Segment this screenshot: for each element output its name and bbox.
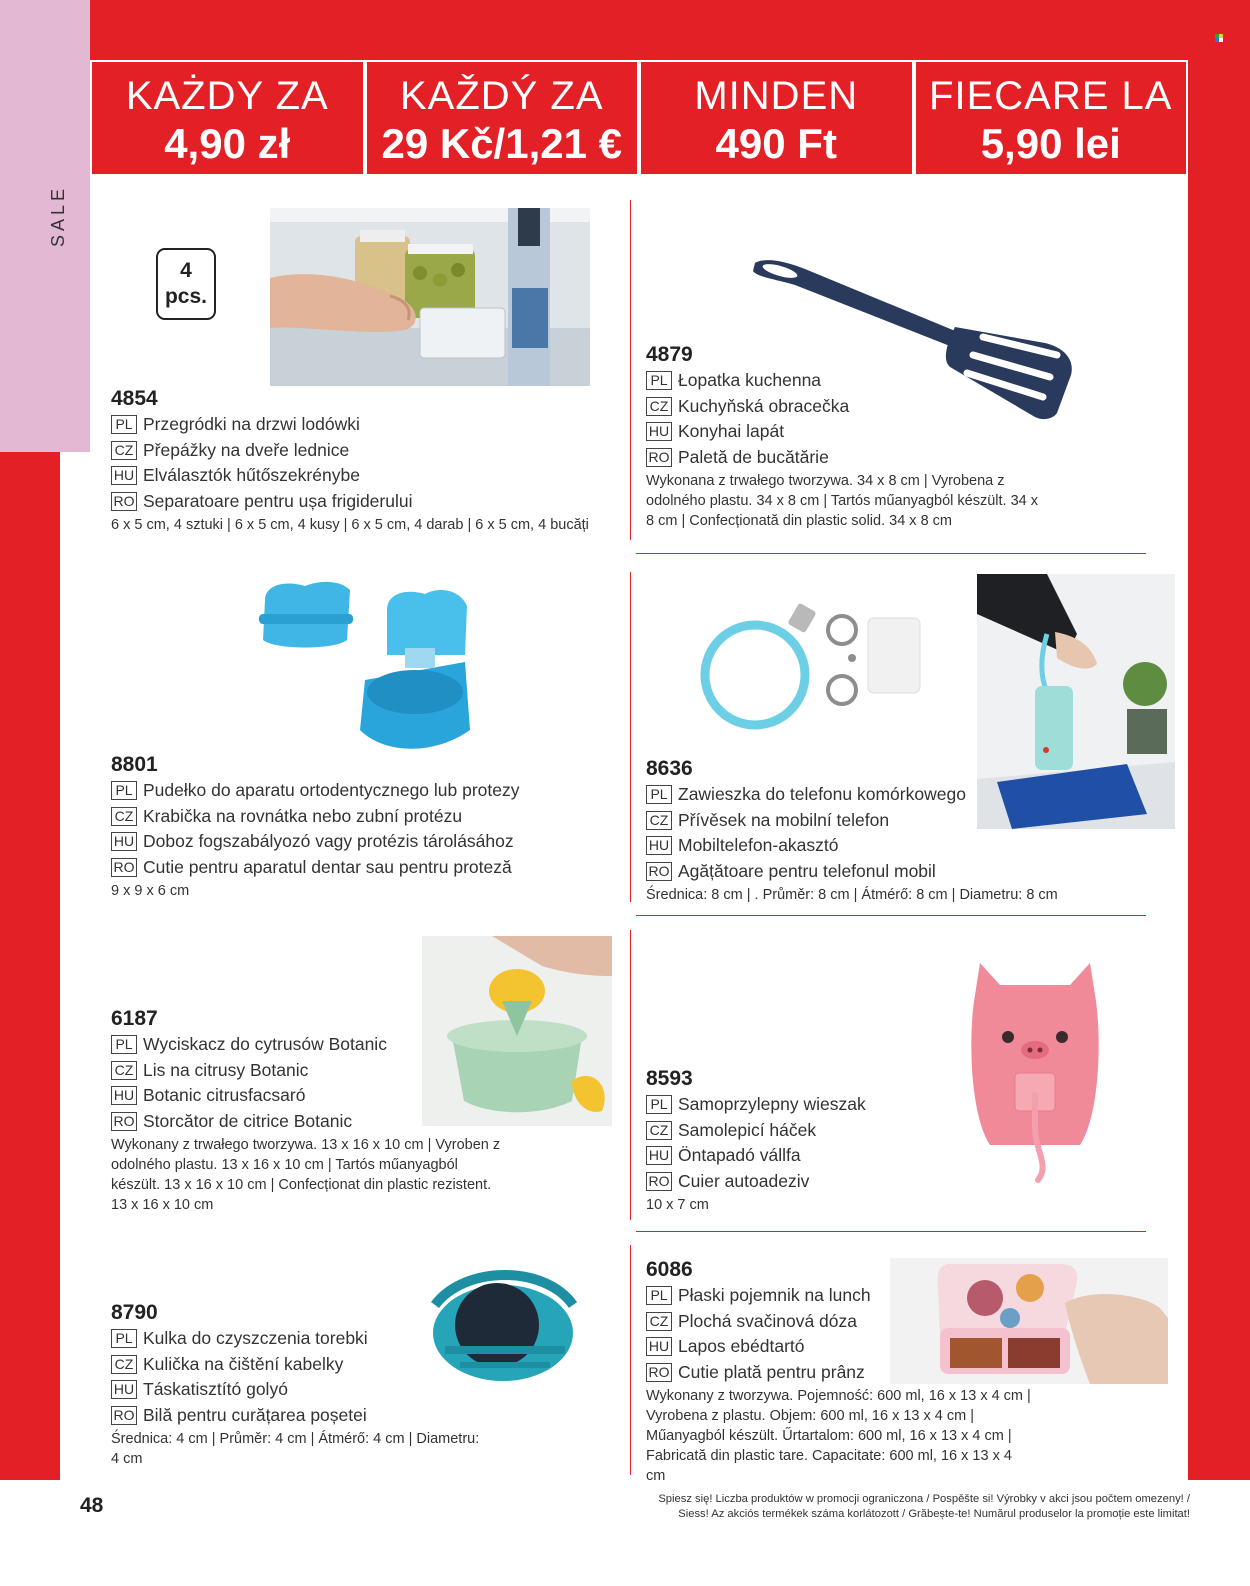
lang-tag: CZ bbox=[111, 807, 137, 826]
sale-tab-label: SALE bbox=[48, 185, 68, 248]
product-name: Łopatka kuchenna bbox=[678, 370, 822, 391]
lang-tag: RO bbox=[646, 448, 672, 467]
product-8801 bbox=[111, 752, 621, 901]
row-divider bbox=[636, 915, 1146, 916]
lang-tag: RO bbox=[646, 1172, 672, 1191]
phone-strap-photo bbox=[700, 600, 930, 740]
product-name: Cutie pentru aparatul dentar sau pentru proteză bbox=[143, 856, 512, 877]
lang-row-pl bbox=[111, 1032, 506, 1058]
product-name: Bilă pentru curățarea poșetei bbox=[143, 1404, 367, 1425]
product-description: 10 x 7 cm bbox=[646, 1197, 709, 1213]
lang-tag: CZ bbox=[111, 1355, 137, 1374]
footer-disclaimer bbox=[650, 1492, 1190, 1522]
price-label: FIECARE LA bbox=[929, 74, 1173, 118]
lang-row-hu bbox=[111, 463, 631, 489]
lang-row-pl bbox=[111, 1326, 491, 1352]
product-6086 bbox=[646, 1257, 1031, 1486]
lang-tag: PL bbox=[111, 781, 137, 800]
right-red-band bbox=[1188, 0, 1250, 1480]
lang-tag: HU bbox=[646, 422, 672, 441]
price-cell-cz bbox=[365, 60, 640, 176]
lang-tag: PL bbox=[111, 415, 137, 434]
product-name: Zawieszka do telefonu komórkowego bbox=[678, 784, 966, 805]
lang-row-cz bbox=[646, 394, 1046, 420]
price-label: KAŻDY ZA bbox=[125, 74, 329, 118]
price-label: KAŽDÝ ZA bbox=[399, 74, 604, 118]
product-code: 8790 bbox=[111, 1301, 158, 1324]
product-name: Kulka do czyszczenia torebki bbox=[143, 1328, 368, 1349]
product-name: Plochá svačinová dóza bbox=[678, 1310, 857, 1331]
lang-row-pl bbox=[646, 782, 1166, 808]
product-name: Wyciskacz do cytrusów Botanic bbox=[143, 1034, 387, 1055]
badge-number: 4 bbox=[180, 259, 192, 282]
product-name: Storcător de citrice Botanic bbox=[143, 1110, 353, 1131]
product-name: Táskatisztító golyó bbox=[143, 1379, 288, 1400]
column-divider bbox=[630, 930, 631, 1220]
lang-row-cz bbox=[111, 804, 621, 830]
lang-tag: PL bbox=[646, 1095, 672, 1114]
sale-side-tab bbox=[0, 0, 90, 452]
lang-row-pl bbox=[646, 1092, 966, 1118]
price-header bbox=[90, 60, 1188, 176]
lang-row-cz bbox=[646, 808, 1166, 834]
lang-tag: CZ bbox=[646, 1121, 672, 1140]
product-name: Płaski pojemnik na lunch bbox=[678, 1285, 871, 1306]
lang-row-hu bbox=[646, 833, 1166, 859]
lang-row-cz bbox=[111, 438, 631, 464]
lang-tag: RO bbox=[111, 1406, 137, 1425]
lang-row-ro bbox=[111, 1109, 506, 1135]
lang-tag: HU bbox=[646, 1146, 672, 1165]
product-description: Wykonany z tworzywa. Pojemność: 600 ml, 16 x 13 x 4 cm | Vyrobena z plastu. Objem: 600 ml, 16 x 13 x 4 cm | Műanyagból készült. Űrtartalom: 600 ml, 16 x 13 x 4 cm | Fabricată din plastic tare. Capacitate: 600 ml, 16 x 13 x 4 cm bbox=[646, 1388, 1031, 1484]
lang-tag: PL bbox=[646, 1286, 672, 1305]
product-code: 8801 bbox=[111, 753, 158, 776]
product-8790 bbox=[111, 1300, 491, 1469]
product-8593 bbox=[646, 1066, 966, 1215]
product-description: Wykonana z trwałego tworzywa. 34 x 8 cm | Vyrobena z odolného plastu. 34 x 8 cm | Tartós műanyagból készült. 34 x 8 cm | Confecționată din plastic solid. 34 x 8 cm bbox=[646, 473, 1039, 529]
page-number: 48 bbox=[80, 1494, 104, 1517]
lang-tag: PL bbox=[646, 371, 672, 390]
lang-tag: PL bbox=[111, 1329, 137, 1348]
pack-count-badge bbox=[156, 248, 216, 320]
product-name: Separatoare pentru ușa frigiderului bbox=[143, 490, 413, 511]
product-code: 6187 bbox=[111, 1007, 158, 1030]
product-code: 8636 bbox=[646, 757, 693, 780]
product-name: Samoprzylepny wieszak bbox=[678, 1094, 866, 1115]
row-divider bbox=[636, 553, 1146, 554]
lang-row-pl bbox=[111, 412, 631, 438]
product-8636 bbox=[646, 756, 1166, 905]
product-name: Öntapadó vállfa bbox=[678, 1145, 801, 1166]
price-amount: 490 Ft bbox=[715, 120, 837, 167]
lang-row-hu bbox=[111, 829, 621, 855]
price-cell-ro bbox=[914, 60, 1189, 176]
lang-row-pl bbox=[646, 368, 1046, 394]
product-name: Przegródki na drzwi lodówki bbox=[143, 414, 360, 435]
badge-unit: pcs. bbox=[164, 285, 208, 308]
product-description: Wykonany z trwałego tworzywa. 13 x 16 x 10 cm | Vyroben z odolného plastu. 13 x 16 x 10 cm | Tartós műanyagból készült. 13 x 16 x 10 cm | Confecționat din plastic rezistent. 13 x 16 x 10 cm bbox=[111, 1137, 501, 1213]
product-name: Pudełko do aparatu ortodentycznego lub protezy bbox=[143, 780, 520, 801]
lang-tag: CZ bbox=[646, 811, 672, 830]
product-4879 bbox=[646, 342, 1046, 531]
lang-row-ro bbox=[646, 1360, 1031, 1386]
lang-row-hu bbox=[646, 419, 1046, 445]
lang-row-ro bbox=[646, 445, 1046, 471]
lang-row-hu bbox=[646, 1143, 966, 1169]
lang-tag: HU bbox=[111, 832, 137, 851]
product-name: Samolepicí háček bbox=[678, 1119, 817, 1140]
lang-tag: HU bbox=[111, 466, 137, 485]
column-divider bbox=[630, 572, 631, 902]
price-cell-hu bbox=[639, 60, 914, 176]
product-name: Botanic citrusfacsaró bbox=[143, 1085, 306, 1106]
lang-row-pl bbox=[111, 778, 621, 804]
lang-row-cz bbox=[646, 1309, 1031, 1335]
product-name: Paletă de bucătărie bbox=[678, 446, 829, 467]
lang-row-ro bbox=[111, 489, 631, 515]
product-description: 9 x 9 x 6 cm bbox=[111, 883, 190, 899]
product-code: 4879 bbox=[646, 343, 693, 366]
lang-tag: RO bbox=[111, 1112, 137, 1131]
price-amount: 5,90 lei bbox=[980, 120, 1121, 167]
lang-row-hu bbox=[111, 1083, 506, 1109]
row-divider bbox=[636, 1231, 1146, 1232]
price-amount: 29 Kč/1,21 € bbox=[381, 120, 622, 167]
lang-tag: CZ bbox=[646, 1312, 672, 1331]
lang-tag: RO bbox=[111, 858, 137, 877]
lang-tag: CZ bbox=[111, 441, 137, 460]
lang-row-cz bbox=[646, 1118, 966, 1144]
lang-tag: HU bbox=[111, 1086, 137, 1105]
product-name: Cutie plată pentru prânz bbox=[678, 1361, 865, 1382]
product-name: Kulička na čištění kabelky bbox=[143, 1353, 344, 1374]
product-name: Lapos ebédtartó bbox=[678, 1336, 805, 1357]
top-red-band bbox=[0, 0, 1250, 60]
lang-tag: RO bbox=[646, 1363, 672, 1382]
product-description: 6 x 5 cm, 4 sztuki | 6 x 5 cm, 4 kusy | 6 x 5 cm, 4 darab | 6 x 5 cm, 4 bucăți bbox=[111, 517, 589, 533]
lang-row-ro bbox=[111, 855, 621, 881]
product-code: 6086 bbox=[646, 1258, 693, 1281]
product-4854 bbox=[111, 386, 631, 535]
lang-tag: PL bbox=[646, 785, 672, 804]
lang-tag: HU bbox=[646, 836, 672, 855]
product-name: Lis na citrusy Botanic bbox=[143, 1059, 309, 1080]
pig-hook-photo bbox=[970, 955, 1100, 1190]
price-label: MINDEN bbox=[694, 74, 859, 118]
product-name: Kuchyňská obracečka bbox=[678, 395, 850, 416]
lang-row-hu bbox=[111, 1377, 491, 1403]
lang-tag: CZ bbox=[646, 397, 672, 416]
price-cell-pl bbox=[90, 60, 365, 176]
product-name: Doboz fogszabályozó vagy protézis tárolásához bbox=[143, 831, 514, 852]
lang-row-pl bbox=[646, 1283, 1031, 1309]
footer-line: Siess! Az akciós termékek száma korlátozott / Grăbește-te! Numărul produselor la promoție este limitat! bbox=[678, 1508, 1190, 1520]
product-name: Přepážky na dveře lednice bbox=[143, 439, 350, 460]
product-name: Konyhai lapát bbox=[678, 421, 785, 442]
lang-row-ro bbox=[646, 1169, 966, 1195]
product-name: Přívěsek na mobilní telefon bbox=[678, 809, 890, 830]
column-divider bbox=[630, 1245, 631, 1475]
lang-tag: CZ bbox=[111, 1061, 137, 1080]
product-name: Mobiltelefon-akasztó bbox=[678, 835, 839, 856]
product-name: Cuier autoadeziv bbox=[678, 1170, 810, 1191]
lang-row-cz bbox=[111, 1352, 491, 1378]
corner-color-icon bbox=[1215, 34, 1223, 42]
lang-row-cz bbox=[111, 1058, 506, 1084]
lang-row-ro bbox=[111, 1403, 491, 1429]
product-name: Agățătoare pentru telefonul mobil bbox=[678, 860, 936, 881]
retainer-box-photo bbox=[255, 580, 480, 765]
price-amount: 4,90 zł bbox=[164, 120, 291, 167]
lang-tag: HU bbox=[111, 1380, 137, 1399]
product-name: Krabička na rovnátka nebo zubní protézu bbox=[143, 805, 463, 826]
lang-row-ro bbox=[646, 859, 1166, 885]
lang-row-hu bbox=[646, 1334, 1031, 1360]
product-code: 4854 bbox=[111, 387, 158, 410]
product-description: Średnica: 8 cm | . Průměr: 8 cm | Átmérő: 8 cm | Diametru: 8 cm bbox=[646, 887, 1058, 903]
lang-tag: RO bbox=[111, 492, 137, 511]
lang-tag: RO bbox=[646, 862, 672, 881]
lang-tag: HU bbox=[646, 1337, 672, 1356]
product-name: Elválasztók hűtőszekrénybe bbox=[143, 465, 360, 486]
product-description: Średnica: 4 cm | Průměr: 4 cm | Átmérő: 4 cm | Diametru: 4 cm bbox=[111, 1431, 480, 1467]
product-code: 8593 bbox=[646, 1067, 693, 1090]
product-6187 bbox=[111, 1006, 506, 1215]
fridge-dividers-photo bbox=[270, 208, 590, 386]
footer-line: Spiesz się! Liczba produktów w promocji ograniczona / Pospěšte si! Výrobky v akci jsou počtem omezeny! / bbox=[658, 1493, 1190, 1505]
lang-tag: PL bbox=[111, 1035, 137, 1054]
